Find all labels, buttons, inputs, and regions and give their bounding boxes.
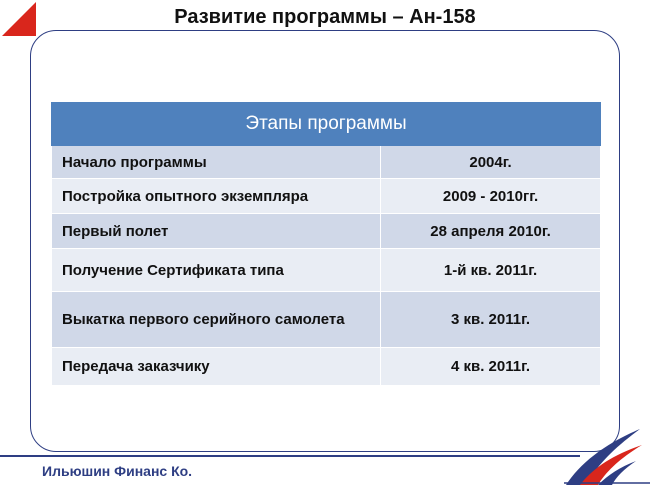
footer-divider (0, 455, 580, 457)
corner-logo-icon (0, 0, 38, 38)
slide-title: Развитие программы – Ан-158 (174, 6, 476, 28)
stage-name: Первый полет (52, 214, 381, 249)
table-header: Этапы программы (52, 103, 601, 146)
stage-name: Начало программы (52, 146, 381, 179)
stage-date: 3 кв. 2011г. (381, 292, 601, 348)
table-header-row (52, 103, 601, 146)
stage-date: 28 апреля 2010г. (381, 214, 601, 249)
stage-date: 2004г. (381, 146, 601, 179)
stage-name: Получение Сертификата типа (52, 249, 381, 292)
stage-name: Выкатка первого серийного самолета (52, 292, 381, 348)
stage-date: 4 кв. 2011г. (381, 348, 601, 386)
table-row (52, 146, 601, 179)
stage-name: Передача заказчику (52, 348, 381, 386)
table-row (52, 249, 601, 292)
stages-table (51, 102, 601, 386)
stage-date: 1-й кв. 2011г. (381, 249, 601, 292)
table-row (52, 292, 601, 348)
stage-name: Постройка опытного экземпляра (52, 179, 381, 214)
wing-logo-icon (558, 425, 650, 488)
footer-company: Ильюшин Финанс Ко. (42, 463, 193, 479)
table-row (52, 348, 601, 386)
stage-date: 2009 - 2010гг. (381, 179, 601, 214)
table-row (52, 214, 601, 249)
table-row (52, 179, 601, 214)
